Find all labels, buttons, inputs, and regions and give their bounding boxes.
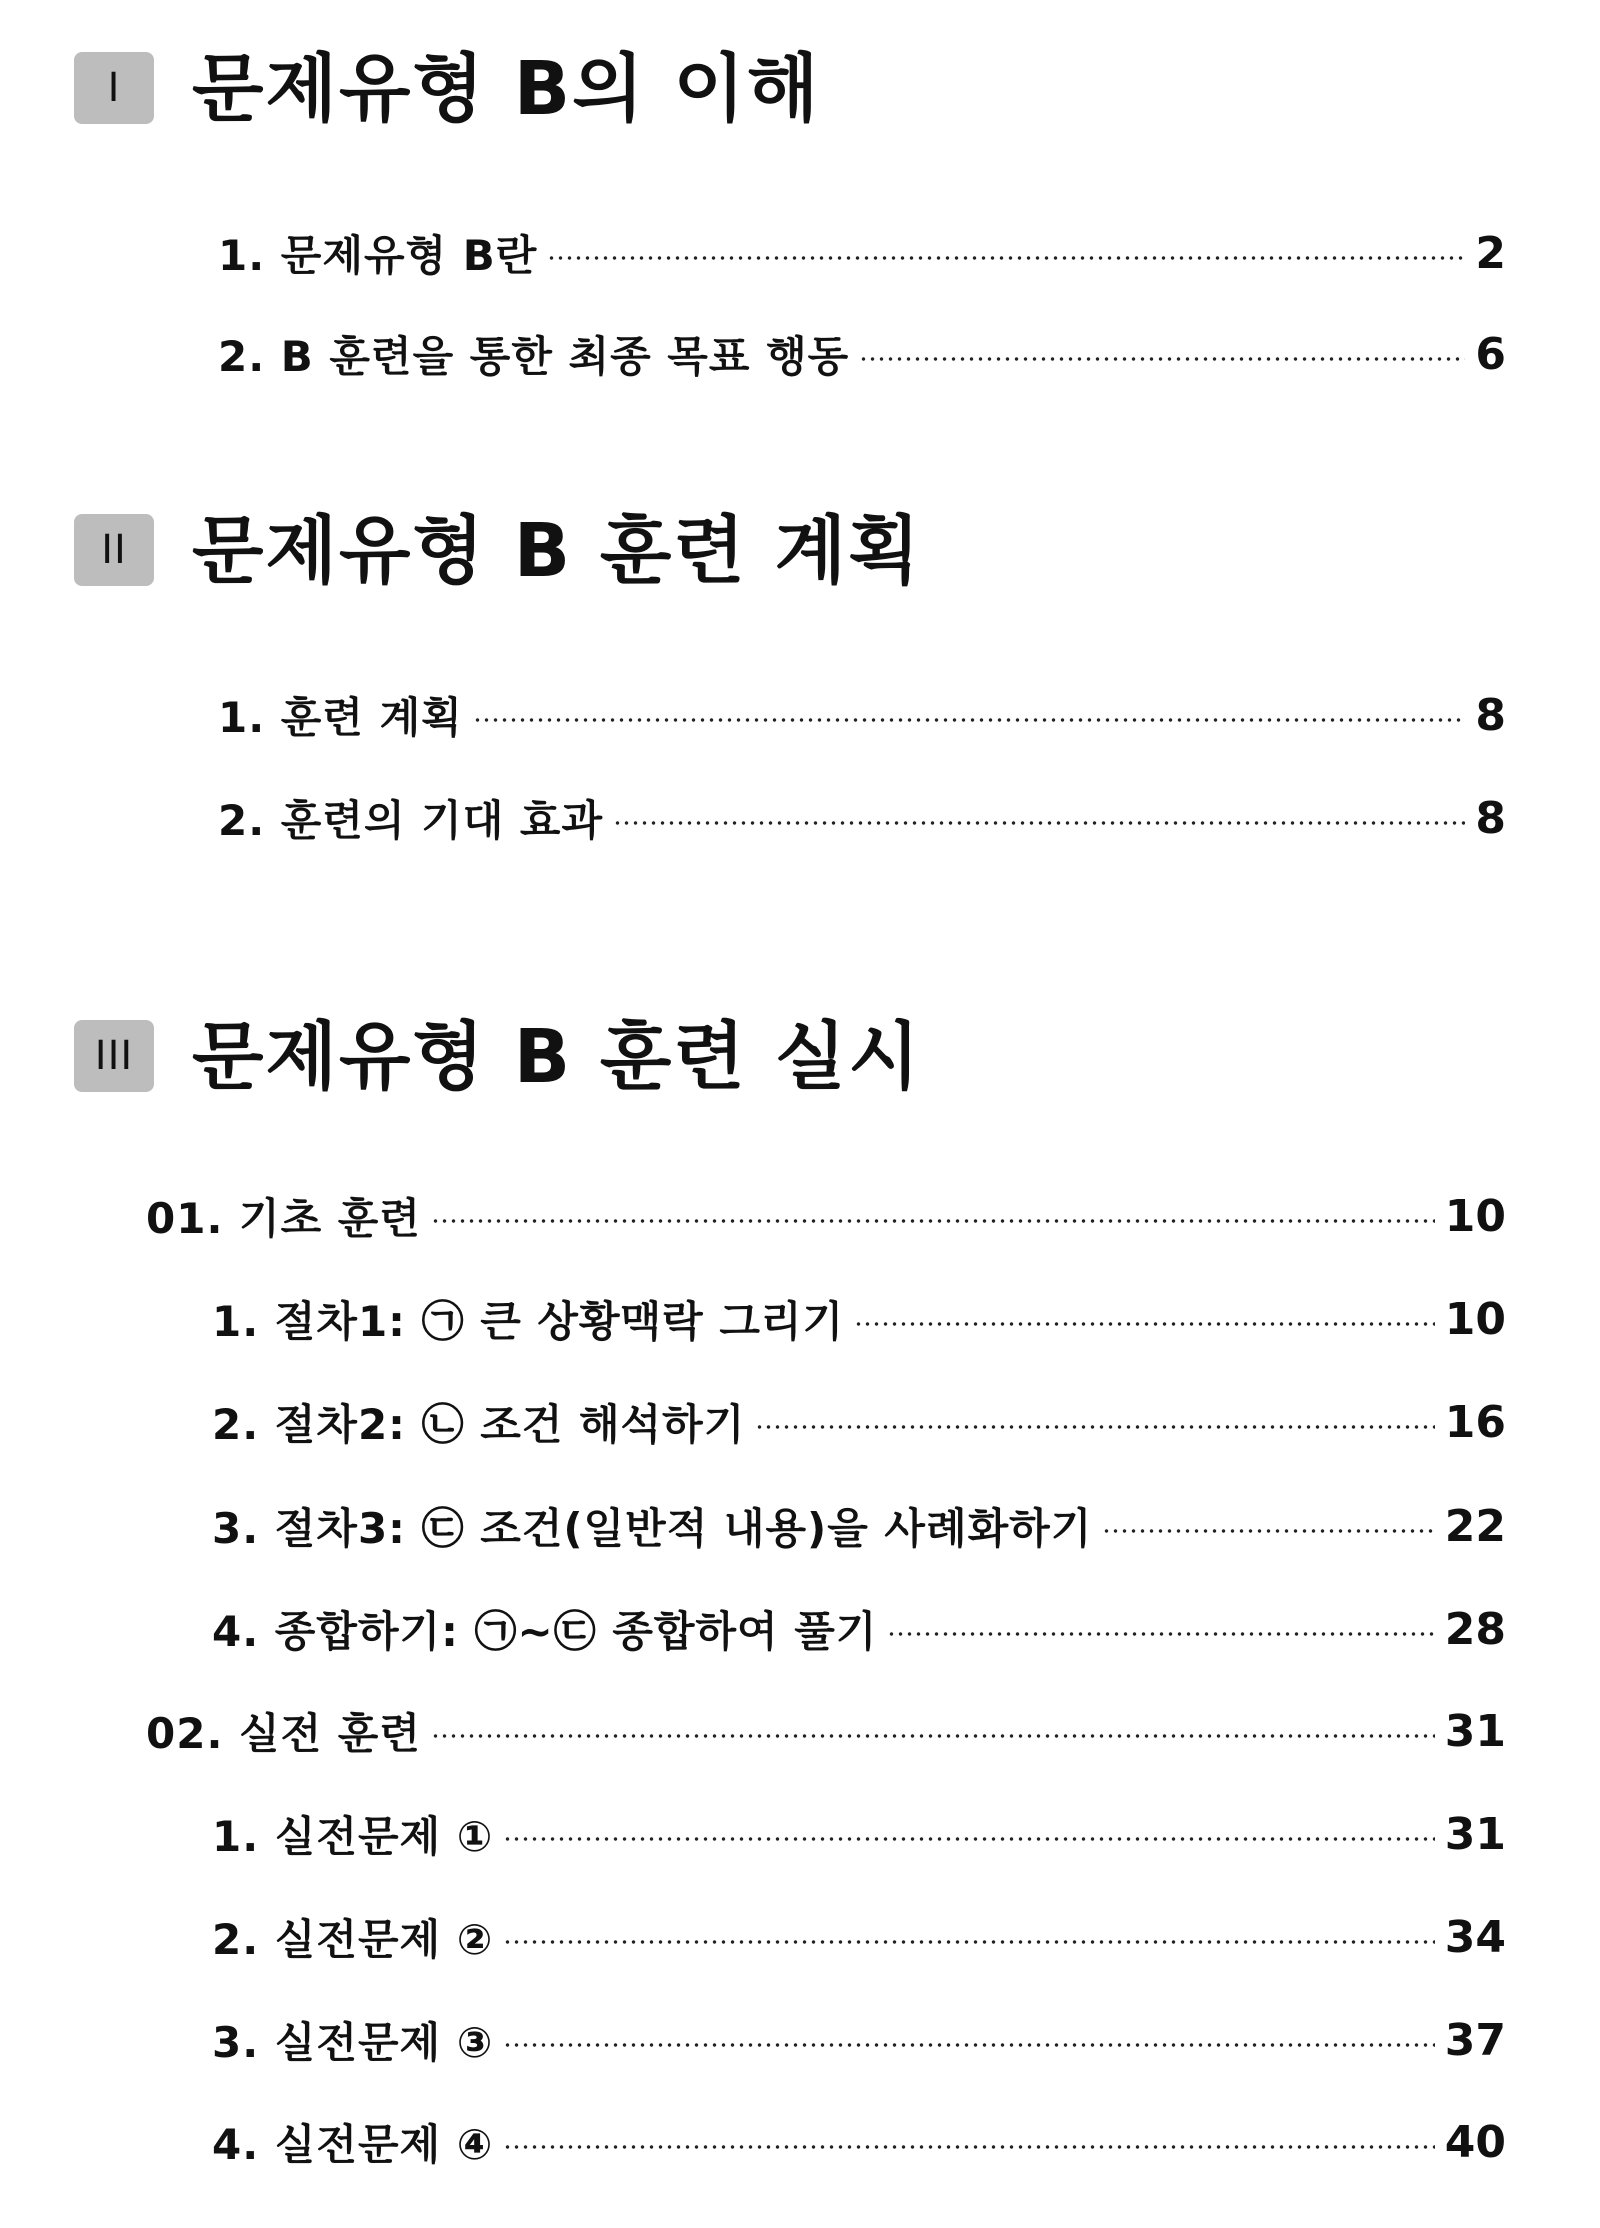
toc-entry[interactable] <box>218 223 1506 283</box>
toc-entry-page: 40 <box>1444 2116 1506 2168</box>
toc-entry-page: 28 <box>1444 1603 1506 1655</box>
toc-entry-label: 4. 종합하기: ㉠~㉢ 종합하여 풀기 <box>212 1607 878 1656</box>
toc-entry-label: 3. 실전문제 ③ <box>212 2018 494 2067</box>
toc-entry-page: 6 <box>1475 328 1506 380</box>
toc-entry-page: 2 <box>1475 227 1506 279</box>
toc-entry-page: 16 <box>1444 1396 1506 1448</box>
toc-entry-page: 8 <box>1475 792 1506 844</box>
dot-leader <box>503 2145 1434 2149</box>
toc-entry[interactable] <box>212 1907 1506 1967</box>
section-header <box>0 36 1600 136</box>
toc-entry-label: 1. 훈련 계획 <box>218 693 463 742</box>
toc-entry[interactable] <box>218 788 1506 848</box>
toc-section-2 <box>0 498 1600 845</box>
toc-entry[interactable] <box>212 1599 1506 1659</box>
toc-entry-page: 31 <box>1444 1808 1506 1860</box>
toc-entry[interactable] <box>218 324 1506 384</box>
toc-entry-label: 2. 훈련의 기대 효과 <box>218 796 604 845</box>
toc-entry-page: 10 <box>1444 1190 1506 1242</box>
toc-entry[interactable] <box>212 2010 1506 2070</box>
toc-entry-page: 8 <box>1475 689 1506 741</box>
dot-leader <box>547 256 1465 260</box>
dot-leader <box>503 2043 1434 2047</box>
section-title: 문제유형 B의 이해 <box>192 46 821 132</box>
toc-entry-page: 31 <box>1444 1705 1506 1757</box>
toc-section-1 <box>0 36 1600 381</box>
toc-entry-label: 2. B 훈련을 통한 최종 목표 행동 <box>218 332 850 381</box>
toc-entry-label: 02. 실전 훈련 <box>146 1709 421 1758</box>
section-number-badge: I <box>74 52 154 124</box>
toc-entry[interactable] <box>212 1392 1506 1452</box>
toc-entry-page: 37 <box>1444 2014 1506 2066</box>
dot-leader <box>503 1837 1434 1841</box>
dot-leader <box>1102 1529 1434 1533</box>
section-number-badge: III <box>74 1020 154 1092</box>
toc-entry-page: 10 <box>1444 1293 1506 1345</box>
section-header <box>0 1004 1600 1104</box>
toc-entry-label: 2. 절차2: ㉡ 조건 해석하기 <box>212 1400 746 1449</box>
toc-entry[interactable] <box>212 1496 1506 1556</box>
section-title: 문제유형 B 훈련 실시 <box>192 1014 922 1100</box>
dot-leader <box>859 357 1465 361</box>
toc-entry-page: 34 <box>1444 1911 1506 1963</box>
toc-entry-page: 22 <box>1444 1500 1506 1552</box>
toc-entry-label: 3. 절차3: ㉢ 조건(일반적 내용)을 사례화하기 <box>212 1504 1093 1553</box>
toc-section-3 <box>0 1004 1600 2169</box>
dot-leader <box>755 1425 1435 1429</box>
toc-entry-label: 4. 실전문제 ④ <box>212 2120 494 2169</box>
toc-entry-label: 1. 실전문제 ① <box>212 1812 494 1861</box>
toc-entry[interactable] <box>212 1289 1506 1349</box>
toc-entry[interactable] <box>218 685 1506 745</box>
toc-entry[interactable] <box>212 2112 1506 2172</box>
toc-entry[interactable] <box>212 1804 1506 1864</box>
toc-entry-group[interactable] <box>146 1186 1506 1246</box>
toc-entry-label: 1. 문제유형 B란 <box>218 231 538 280</box>
toc-entry-group[interactable] <box>146 1701 1506 1761</box>
toc-entry-label: 1. 절차1: ㉠ 큰 상황맥락 그리기 <box>212 1297 845 1346</box>
section-number-badge: II <box>74 514 154 586</box>
section-title: 문제유형 B 훈련 계획 <box>192 508 922 594</box>
dot-leader <box>503 1940 1434 1944</box>
dot-leader <box>473 718 1466 722</box>
dot-leader <box>854 1322 1435 1326</box>
dot-leader <box>613 821 1465 825</box>
dot-leader <box>431 1734 1435 1738</box>
dot-leader <box>887 1632 1434 1636</box>
toc-entry-label: 01. 기초 훈련 <box>146 1194 421 1243</box>
toc-entry-label: 2. 실전문제 ② <box>212 1915 494 1964</box>
dot-leader <box>431 1219 1435 1223</box>
section-header <box>0 498 1600 598</box>
